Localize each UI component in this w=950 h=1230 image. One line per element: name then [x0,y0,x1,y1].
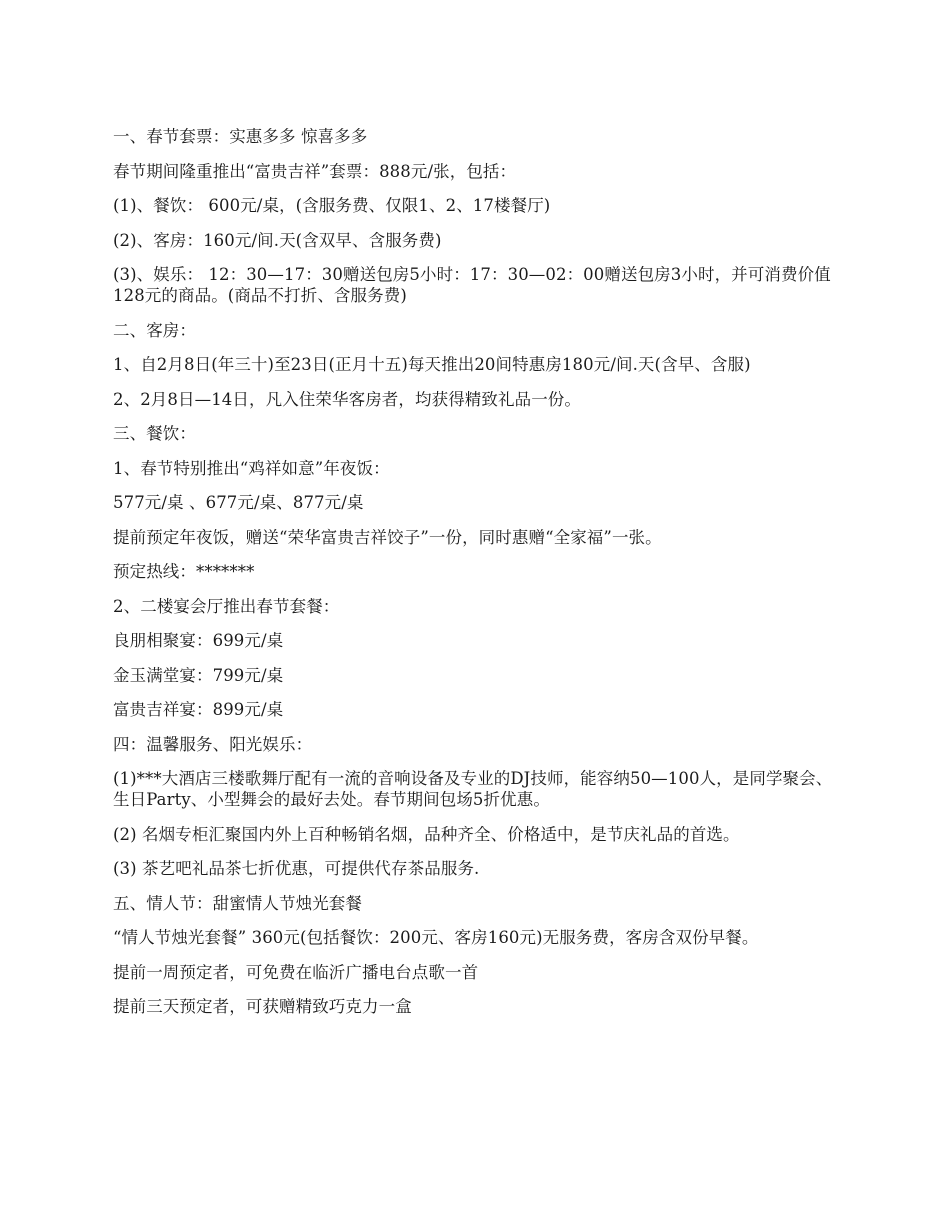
paragraph-dining-hotline: 预定热线：******* [113,562,255,581]
section-heading-spring-package: 一、春节套票：实惠多多 惊喜多多 [113,127,368,146]
paragraph-service-cigarettes: (2) 名烟专柜汇聚国内外上百种畅销名烟，品种齐全、价格适中，是节庆礼品的首选。 [113,824,740,844]
paragraph-service-dance-hall: (1)***大酒店三楼歌舞厅配有一流的音响设备及专业的DJ技师，能容纳50—100人，是同学聚会、生日Party、小型舞会的最好去处。春节期间包场5折优惠。 [113,769,833,809]
paragraph-rooms-special: 1、自2月8日(年三十)至23日(正月十五)每天推出20间特惠房180元/间.天(含早、含服) [113,355,751,374]
paragraph-rooms-gift: 2、2月8日—14日，凡入住荣华客房者，均获得精致礼品一份。 [113,389,581,409]
section-heading-dining: 三、餐饮： [113,424,196,443]
paragraph-banquet-option-3: 富贵吉祥宴：899元/桌 [113,700,284,719]
paragraph-dining-new-year-dinner: 1、春节特别推出“鸡祥如意”年夜饭： [113,458,390,478]
paragraph-valentines-package: “情人节烛光套餐” 360元(包括餐饮：200元、客房160元)无服务费，客房含双份早餐。 [113,928,759,947]
paragraph-dining-reservation-gift: 提前预定年夜饭，赠送“荣华富贵吉祥饺子”一份，同时惠赠“全家福”一张。 [113,527,662,547]
section-heading-rooms: 二、客房： [113,320,196,340]
paragraph-service-tea-bar: (3) 茶艺吧礼品茶七折优惠，可提供代存茶品服务. [113,859,480,878]
paragraph-package-dining: (1)、餐饮： 600元/桌，(含服务费、仅限1、2、17楼餐厅) [113,196,551,215]
paragraph-package-entertainment: (3)、娱乐： 12：30—17：30赠送包房5小时：17：30—02：00赠送包房3小时，并可消费价值128元的商品。(商品不打折、含服务费) [113,265,831,305]
paragraph-banquet-option-2: 金玉满堂宴：799元/桌 [113,665,284,685]
section-heading-valentines: 五、情人节：甜蜜情人节烛光套餐 [113,893,362,913]
paragraph-banquet-option-1: 良朋相聚宴：699元/桌 [113,631,284,650]
paragraph-valentines-three-days-early: 提前三天预定者，可获赠精致巧克力一盒 [113,997,412,1016]
paragraph-package-intro: 春节期间隆重推出“富贵吉祥”套票：888元/张，包括： [113,161,517,181]
paragraph-valentines-week-early: 提前一周预定者，可免费在临沂广播电台点歌一首 [113,962,479,982]
paragraph-dining-prices: 577元/桌 、677元/桌、877元/桌 [113,493,364,512]
paragraph-package-room: (2)、客房：160元/间.天(含双早、含服务费) [113,230,442,250]
document-body [113,126,835,1017]
section-heading-service-entertainment: 四：温馨服务、阳光娱乐： [113,734,313,754]
paragraph-banquet-intro: 2、二楼宴会厅推出春节套餐： [113,596,340,616]
